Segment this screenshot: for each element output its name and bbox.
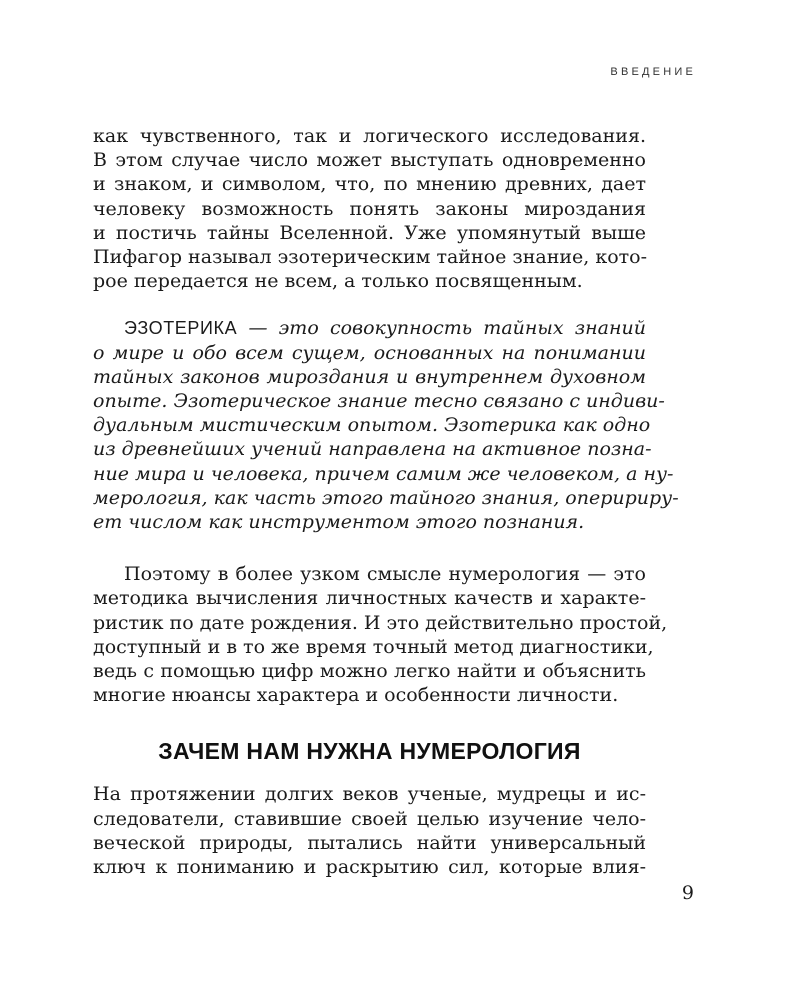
paragraph-intro: [93, 124, 646, 293]
text-line: ведь с помощью цифр можно легко найти и объяснить: [93, 660, 646, 683]
definition-term: ЭЗОТЕРИКА: [124, 318, 238, 339]
running-head: ВВЕДЕНИЕ: [610, 66, 696, 78]
text-line: ет числом как инструментом этого познания.: [93, 511, 585, 534]
text-line: веческой природы, пытались найти универсальный: [93, 831, 646, 854]
text-line: из древнейших учений направлена на активное позна-: [93, 438, 652, 461]
text-line: тайных законов мироздания и внутреннем духовном: [93, 365, 646, 388]
text-line: ние мира и человека, причем самим же человеком, а ну-: [93, 462, 674, 485]
section-heading: ЗАЧЕМ НАМ НУЖНА НУМЕРОЛОГИЯ: [158, 738, 581, 765]
text-line: ристик по дате рождения. И это действительно простой,: [93, 611, 668, 634]
text-line: человеку возможность понять законы мироздания: [93, 197, 646, 220]
text-line: ключ к пониманию и раскрытию сил, которые влия-: [93, 856, 646, 879]
text-line: Пифагор называл эзотерическим тайное знание, кото-: [93, 246, 648, 269]
text-column: [93, 124, 679, 879]
text-line: доступный и в то же время точный метод диагностики,: [93, 635, 654, 658]
text-line: методика вычисления личностных качеств и характе-: [93, 587, 646, 610]
text-line: дуальным мистическим опытом. Эзотерика как одно: [93, 414, 651, 437]
definition-intro: — это совокупность тайных знаний: [237, 317, 646, 340]
text-line: В этом случае число может выступать одновременно: [93, 149, 646, 172]
text-line: о мире и обо всем сущем, основанных на понимании: [93, 341, 646, 364]
text-line: многие нюансы характера и особенности личности.: [93, 684, 619, 707]
text-line: Поэтому в более узком смысле нумерология — это: [124, 563, 646, 586]
paragraph-section: [93, 782, 646, 879]
definition-first-line: [93, 316, 646, 340]
text-line: рое передается не всем, а только посвященным.: [93, 270, 583, 293]
text-line: следователи, ставившие своей целью изучение чело-: [93, 807, 646, 830]
text-line: и постичь тайны Вселенной. Уже упомянутый выше: [93, 221, 646, 244]
paragraph-numerology: [93, 562, 668, 707]
text-line: мерология, как часть этого тайного знания, оперириру-: [93, 486, 679, 509]
definition-block: [93, 316, 679, 534]
text-line: как чувственного, так и логического исследования.: [93, 125, 646, 147]
page-number: 9: [681, 882, 694, 904]
text-line: опыте. Эзотерическое знание тесно связано с индиви-: [93, 390, 665, 413]
text-line: На протяжении долгих веков ученые, мудрецы и ис-: [93, 783, 646, 806]
text-line: и знаком, и символом, что, по мнению древних, дает: [93, 173, 646, 196]
